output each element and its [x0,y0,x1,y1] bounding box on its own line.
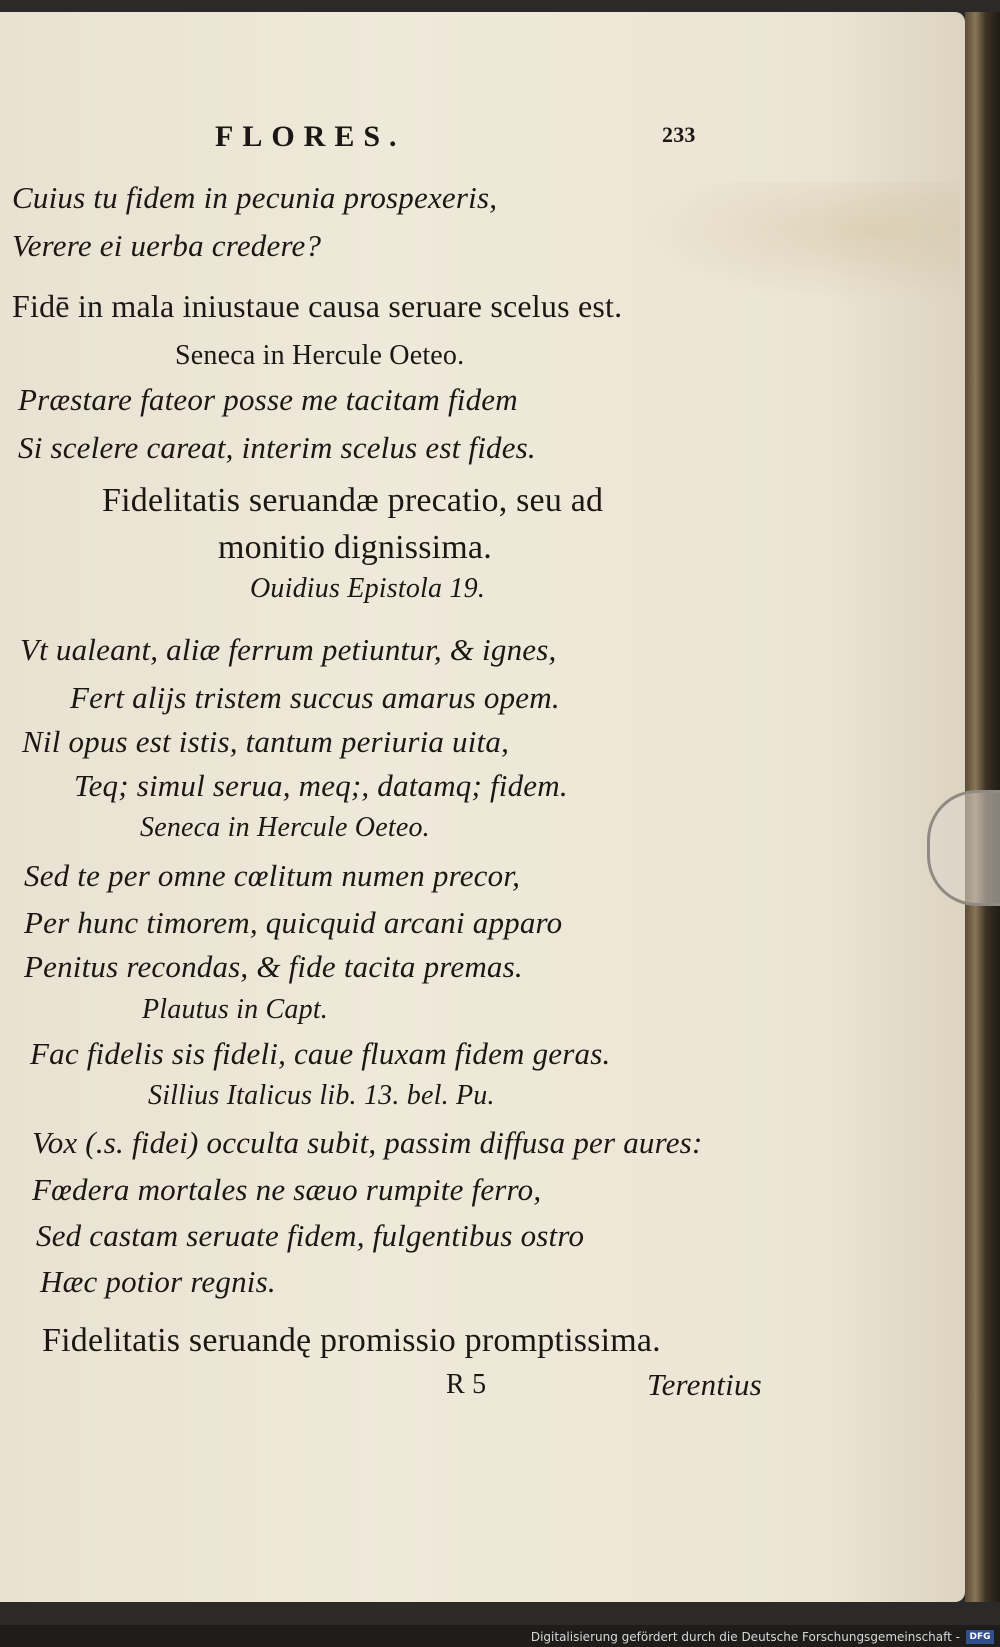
water-stain [630,182,960,302]
verse-line: Per hunc timorem, quicquid arcani apparo [24,905,563,940]
running-header-title: FLORES. [215,120,406,153]
verse-line: Fœdera mortales ne sæuo rumpite ferro, [32,1172,542,1207]
verse-line: Sed castam seruate fidem, fulgentibus ostro [36,1218,585,1253]
section-heading: Fidelitatis seruandę promissio promptissima. [42,1322,661,1359]
signature-mark: R 5 [446,1369,487,1400]
sentence-line: Fidē in mala iniustaue causa seruare scelus est. [12,288,623,324]
verse-line: Teq; simul serua, meq;, datamq; fidem. [74,768,568,803]
verse-line: Nil opus est istis, tantum periuria uita, [22,724,510,759]
book-page [0,12,965,1602]
verse-line: Sed te per omne cœlitum numen precor, [24,858,521,893]
source-citation: Sillius Italicus lib. 13. bel. Pu. [148,1080,495,1111]
verse-line: Vox (.s. fidei) occulta subit, passim diffusa per aures: [32,1125,703,1160]
verse-line: Fert alijs tristem succus amarus opem. [70,680,560,715]
verse-line: Præstare fateor posse me tacitam fidem [18,382,518,417]
catchword: Terentius [647,1367,762,1402]
source-citation: Ouidius Epistola 19. [250,573,486,604]
verse-line: Penitus recondas, & fide tacita premas. [24,949,523,984]
verse-line: Verere ei uerba credere? [12,228,322,263]
page-number: 233 [662,122,696,147]
verse-line: Si scelere careat, interim scelus est fides. [18,430,536,465]
source-citation: Plautus in Capt. [142,994,328,1025]
source-citation: Seneca in Hercule Oeteo. [175,340,465,371]
section-heading: Fidelitatis seruandæ precatio, seu ad [102,482,604,519]
verse-line: Cuius tu fidem in pecunia prospexeris, [12,180,498,215]
verse-line: Vt ualeant, aliæ ferrum petiuntur, & ignes, [20,632,557,667]
dfg-logo: DFG [966,1630,994,1644]
footer-credit: Digitalisierung gefördert durch die Deutsche Forschungsgemeinschaft - [530,1630,960,1644]
verse-line: Fac fidelis sis fideli, caue fluxam fidem geras. [30,1036,611,1071]
verse-line: Hæc potior regnis. [40,1264,276,1299]
section-heading: monitio dignissima. [218,529,492,566]
source-citation: Seneca in Hercule Oeteo. [140,812,430,843]
